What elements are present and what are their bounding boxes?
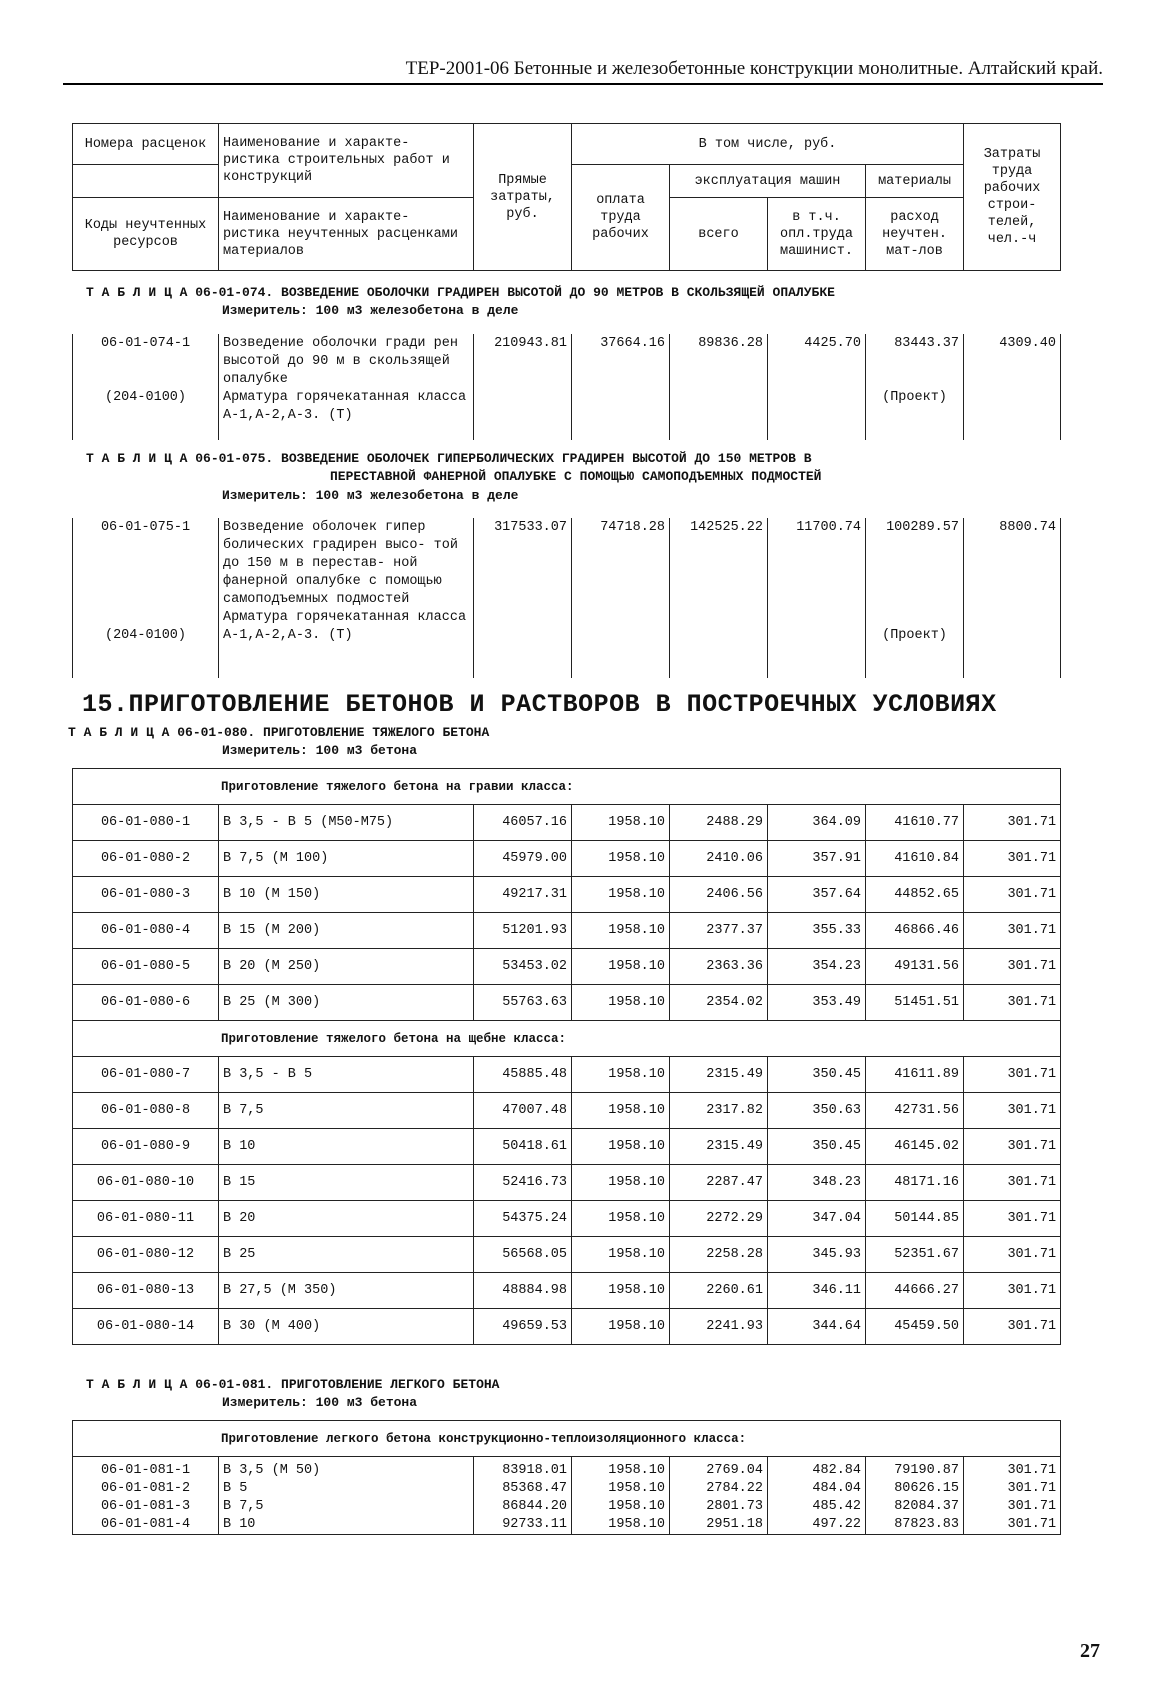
- direct-cost: 210943.81: [474, 334, 572, 440]
- machine-cost: 89836.28: [670, 334, 768, 440]
- machine-cost: 2410.06: [670, 841, 768, 877]
- materials-cost: 51451.51: [866, 985, 964, 1021]
- table-row: [73, 1457, 1061, 1481]
- work-name: В 7,5 (М 100): [219, 841, 474, 877]
- table-row: [73, 1201, 1061, 1237]
- labor-hours: 301.71: [964, 1237, 1061, 1273]
- machine-operator-pay: 497.22: [768, 1516, 866, 1535]
- table-074-caption: Т А Б Л И Ц А 06-01-074. ВОЗВЕДЕНИЕ ОБОЛОЧКИ ГРАДИРЕН ВЫСОТОЙ ДО 90 МЕТРОВ В СКОЛЬЗЯЩЕЙ ОПАЛУБКЕ: [86, 285, 835, 300]
- group-heading-light: Приготовление легкого бетона конструкционно-теплоизоляционного класса:: [73, 1421, 1061, 1457]
- table-081-measure: Измеритель: 100 м3 бетона: [222, 1395, 418, 1410]
- machine-cost: 2801.73: [670, 1498, 768, 1516]
- machine-cost: 2354.02: [670, 985, 768, 1021]
- direct-cost: 55763.63: [474, 985, 572, 1021]
- table-row: [73, 949, 1061, 985]
- rate-code: 06-01-080-12: [73, 1237, 219, 1273]
- labor-pay: 1958.10: [572, 1309, 670, 1345]
- rate-code: 06-01-080-8: [73, 1093, 219, 1129]
- machine-cost: 2317.82: [670, 1093, 768, 1129]
- direct-cost: 86844.20: [474, 1498, 572, 1516]
- col-nums: Номера расценок: [73, 124, 219, 165]
- work-name: В 25 (М 300): [219, 985, 474, 1021]
- labor-pay: 37664.16: [572, 334, 670, 440]
- direct-cost: 45979.00: [474, 841, 572, 877]
- machine-operator-pay: 353.49: [768, 985, 866, 1021]
- labor-pay: 1958.10: [572, 1201, 670, 1237]
- rate-code: 06-01-081-2: [73, 1480, 219, 1498]
- work-name: В 15: [219, 1165, 474, 1201]
- materials-cost: 42731.56: [866, 1093, 964, 1129]
- direct-cost: 53453.02: [474, 949, 572, 985]
- labor-hours: 301.71: [964, 1093, 1061, 1129]
- table-row: [73, 1516, 1061, 1535]
- materials-cost: 87823.83: [866, 1516, 964, 1535]
- table-row: [73, 913, 1061, 949]
- labor-pay: 1958.10: [572, 1093, 670, 1129]
- page-number: 27: [1080, 1640, 1100, 1662]
- work-name: В 3,5 - В 5 (М50-М75): [219, 805, 474, 841]
- machine-operator-pay: 346.11: [768, 1273, 866, 1309]
- machine-cost: 2488.29: [670, 805, 768, 841]
- machine-cost: 2769.04: [670, 1457, 768, 1481]
- rate-code: 06-01-081-1: [73, 1457, 219, 1481]
- direct-cost: 47007.48: [474, 1093, 572, 1129]
- group-heading-crushed-stone: Приготовление тяжелого бетона на щебне класса:: [73, 1021, 1061, 1057]
- col-machines: эксплуатация машин: [670, 165, 866, 198]
- col-total: всего: [670, 198, 768, 271]
- direct-cost: 52416.73: [474, 1165, 572, 1201]
- labor-pay: 1958.10: [572, 1516, 670, 1535]
- materials-cost: 41610.77: [866, 805, 964, 841]
- materials-cost: 83443.37 (Проект): [866, 334, 964, 440]
- column-header-table: [72, 123, 1061, 271]
- labor-pay: 1958.10: [572, 985, 670, 1021]
- materials-cost: 48171.16: [866, 1165, 964, 1201]
- labor-hours: 301.71: [964, 1129, 1061, 1165]
- col-name: Наименование и характе- ристика строительных работ и конструкций: [219, 124, 474, 198]
- table-075: [72, 518, 1061, 678]
- labor-hours: 301.71: [964, 1480, 1061, 1498]
- rate-code: 06-01-080-5: [73, 949, 219, 985]
- materials-cost: 82084.37: [866, 1498, 964, 1516]
- labor-pay: 1958.10: [572, 913, 670, 949]
- labor-hours: 301.71: [964, 1057, 1061, 1093]
- machine-operator-pay: 348.23: [768, 1165, 866, 1201]
- machine-operator-pay: 357.64: [768, 877, 866, 913]
- labor-hours: 301.71: [964, 877, 1061, 913]
- col-direct: Прямые затраты, руб.: [474, 124, 572, 271]
- machine-operator-pay: 350.63: [768, 1093, 866, 1129]
- rate-code: 06-01-081-4: [73, 1516, 219, 1535]
- machine-operator-pay: 484.04: [768, 1480, 866, 1498]
- work-name: В 3,5 (М 50): [219, 1457, 474, 1481]
- row-name: Возведение оболочки гради рен высотой до 90 м в скользящей опалубке Арматура горячекатанная класса А-1,А-2,А-3. (Т): [219, 334, 474, 440]
- machine-cost: 2377.37: [670, 913, 768, 949]
- table-row: [73, 1093, 1061, 1129]
- rate-code: 06-01-080-6: [73, 985, 219, 1021]
- direct-cost: 50418.61: [474, 1129, 572, 1165]
- materials-cost: 50144.85: [866, 1201, 964, 1237]
- table-075-measure: Измеритель: 100 м3 железобетона в деле: [222, 488, 519, 503]
- direct-cost: 45885.48: [474, 1057, 572, 1093]
- labor-hours: 8800.74: [964, 518, 1061, 678]
- materials-cost: 44852.65: [866, 877, 964, 913]
- rate-code: 06-01-080-7: [73, 1057, 219, 1093]
- labor-pay: 1958.10: [572, 949, 670, 985]
- machine-operator-pay: 350.45: [768, 1057, 866, 1093]
- table-row: [73, 877, 1061, 913]
- work-name: В 10: [219, 1516, 474, 1535]
- labor-pay: 1958.10: [572, 1480, 670, 1498]
- machine-operator-pay: 4425.70: [768, 334, 866, 440]
- materials-cost: 80626.15: [866, 1480, 964, 1498]
- table-row: [73, 1057, 1061, 1093]
- machine-cost: 2260.61: [670, 1273, 768, 1309]
- machine-cost: 2241.93: [670, 1309, 768, 1345]
- work-name: В 5: [219, 1480, 474, 1498]
- labor-hours: 301.71: [964, 985, 1061, 1021]
- table-081-caption: Т А Б Л И Ц А 06-01-081. ПРИГОТОВЛЕНИЕ ЛЕГКОГО БЕТОНА: [86, 1377, 500, 1392]
- labor-hours: 301.71: [964, 1457, 1061, 1481]
- rate-code: 06-01-080-4: [73, 913, 219, 949]
- machine-cost: 2406.56: [670, 877, 768, 913]
- table-080-caption: Т А Б Л И Ц А 06-01-080. ПРИГОТОВЛЕНИЕ ТЯЖЕЛОГО БЕТОНА: [68, 725, 490, 740]
- machine-operator-pay: 485.42: [768, 1498, 866, 1516]
- machine-cost: 2315.49: [670, 1129, 768, 1165]
- group-heading-gravel: Приготовление тяжелого бетона на гравии класса:: [73, 769, 1061, 805]
- labor-hours: 4309.40: [964, 334, 1061, 440]
- labor-pay: 74718.28: [572, 518, 670, 678]
- direct-cost: 56568.05: [474, 1237, 572, 1273]
- materials-cost: 46866.46: [866, 913, 964, 949]
- machine-operator-pay: 11700.74: [768, 518, 866, 678]
- table-row: [73, 1273, 1061, 1309]
- work-name: В 27,5 (М 350): [219, 1273, 474, 1309]
- col-labor-cost: Затраты труда рабочих строи- телей, чел.-ч: [964, 124, 1061, 271]
- labor-pay: 1958.10: [572, 1129, 670, 1165]
- rate-code: 06-01-080-10: [73, 1165, 219, 1201]
- machine-cost: 2784.22: [670, 1480, 768, 1498]
- machine-operator-pay: 354.23: [768, 949, 866, 985]
- table-row: [73, 1165, 1061, 1201]
- rate-code: 06-01-080-9: [73, 1129, 219, 1165]
- direct-cost: 49659.53: [474, 1309, 572, 1345]
- table-081: [72, 1420, 1061, 1535]
- table-080: [72, 768, 1061, 1345]
- labor-hours: 301.71: [964, 1309, 1061, 1345]
- table-row: [73, 1309, 1061, 1345]
- work-name: В 20: [219, 1201, 474, 1237]
- labor-pay: 1958.10: [572, 1273, 670, 1309]
- labor-pay: 1958.10: [572, 1237, 670, 1273]
- work-name: В 7,5: [219, 1093, 474, 1129]
- col-name2: Наименование и характе- ристика неучтенных расценками материалов: [219, 198, 474, 271]
- row-code: 06-01-074-1 (204-0100): [73, 334, 219, 440]
- materials-cost: 41610.84: [866, 841, 964, 877]
- machine-operator-pay: 357.91: [768, 841, 866, 877]
- machine-cost: 2258.28: [670, 1237, 768, 1273]
- table-row: [73, 985, 1061, 1021]
- table-row: [73, 1480, 1061, 1498]
- col-codes: Коды неучтенных ресурсов: [73, 198, 219, 271]
- labor-pay: 1958.10: [572, 841, 670, 877]
- col-incl-ops: в т.ч. опл.труда машинист.: [768, 198, 866, 271]
- labor-pay: 1958.10: [572, 805, 670, 841]
- labor-pay: 1958.10: [572, 1057, 670, 1093]
- labor-pay: 1958.10: [572, 1498, 670, 1516]
- col-labor-pay: оплата труда рабочих: [572, 165, 670, 271]
- table-075-caption: Т А Б Л И Ц А 06-01-075. ВОЗВЕДЕНИЕ ОБОЛОЧЕК ГИПЕРБОЛИЧЕСКИХ ГРАДИРЕН ВЫСОТОЙ ДО 150 МЕТРОВ В: [86, 451, 812, 466]
- table-080-measure: Измеритель: 100 м3 бетона: [222, 743, 418, 758]
- machine-cost: 142525.22: [670, 518, 768, 678]
- col-consumption: расход неучтен. мат-лов: [866, 198, 964, 271]
- direct-cost: 51201.93: [474, 913, 572, 949]
- materials-cost: 49131.56: [866, 949, 964, 985]
- machine-operator-pay: 347.04: [768, 1201, 866, 1237]
- direct-cost: 83918.01: [474, 1457, 572, 1481]
- table-075-caption-2: ПЕРЕСТАВНОЙ ФАНЕРНОЙ ОПАЛУБКЕ С ПОМОЩЬЮ САМОПОДЪЕМНЫХ ПОДМОСТЕЙ: [330, 469, 822, 484]
- labor-hours: 301.71: [964, 1273, 1061, 1309]
- labor-hours: 301.71: [964, 1165, 1061, 1201]
- machine-operator-pay: 350.45: [768, 1129, 866, 1165]
- direct-cost: 317533.07: [474, 518, 572, 678]
- col-incl: В том числе, руб.: [572, 124, 964, 165]
- direct-cost: 92733.11: [474, 1516, 572, 1535]
- labor-hours: 301.71: [964, 1498, 1061, 1516]
- table-row: [73, 805, 1061, 841]
- work-name: В 25: [219, 1237, 474, 1273]
- direct-cost: 54375.24: [474, 1201, 572, 1237]
- work-name: В 7,5: [219, 1498, 474, 1516]
- labor-pay: 1958.10: [572, 877, 670, 913]
- materials-cost: 46145.02: [866, 1129, 964, 1165]
- rate-code: 06-01-080-11: [73, 1201, 219, 1237]
- machine-cost: 2951.18: [670, 1516, 768, 1535]
- table-074-measure: Измеритель: 100 м3 железобетона в деле: [222, 303, 519, 318]
- materials-cost: 79190.87: [866, 1457, 964, 1481]
- materials-cost: 41611.89: [866, 1057, 964, 1093]
- machine-cost: 2287.47: [670, 1165, 768, 1201]
- materials-cost: 52351.67: [866, 1237, 964, 1273]
- work-name: В 30 (М 400): [219, 1309, 474, 1345]
- labor-hours: 301.71: [964, 949, 1061, 985]
- machine-operator-pay: 344.64: [768, 1309, 866, 1345]
- machine-cost: 2315.49: [670, 1057, 768, 1093]
- direct-cost: 85368.47: [474, 1480, 572, 1498]
- rate-code: 06-01-080-3: [73, 877, 219, 913]
- materials-cost: 44666.27: [866, 1273, 964, 1309]
- machine-operator-pay: 482.84: [768, 1457, 866, 1481]
- machine-cost: 2272.29: [670, 1201, 768, 1237]
- col-materials: материалы: [866, 165, 964, 198]
- labor-hours: 301.71: [964, 913, 1061, 949]
- section-title: 15.ПРИГОТОВЛЕНИЕ БЕТОНОВ И РАСТВОРОВ В ПОСТРОЕЧНЫХ УСЛОВИЯХ: [82, 690, 997, 719]
- table-row: [73, 841, 1061, 877]
- table-row: [73, 1498, 1061, 1516]
- machine-operator-pay: 364.09: [768, 805, 866, 841]
- rate-code: 06-01-081-3: [73, 1498, 219, 1516]
- table-row: [73, 1237, 1061, 1273]
- labor-hours: 301.71: [964, 841, 1061, 877]
- table-074: [72, 334, 1061, 440]
- work-name: В 3,5 - В 5: [219, 1057, 474, 1093]
- labor-hours: 301.71: [964, 1201, 1061, 1237]
- table-row: [73, 1129, 1061, 1165]
- work-name: В 10 (М 150): [219, 877, 474, 913]
- work-name: В 20 (М 250): [219, 949, 474, 985]
- machine-operator-pay: 345.93: [768, 1237, 866, 1273]
- direct-cost: 49217.31: [474, 877, 572, 913]
- rate-code: 06-01-080-2: [73, 841, 219, 877]
- direct-cost: 48884.98: [474, 1273, 572, 1309]
- labor-hours: 301.71: [964, 1516, 1061, 1535]
- work-name: В 15 (М 200): [219, 913, 474, 949]
- machine-operator-pay: 355.33: [768, 913, 866, 949]
- labor-pay: 1958.10: [572, 1165, 670, 1201]
- labor-hours: 301.71: [964, 805, 1061, 841]
- rate-code: 06-01-080-14: [73, 1309, 219, 1345]
- materials-cost: 100289.57 (Проект): [866, 518, 964, 678]
- rate-code: 06-01-080-1: [73, 805, 219, 841]
- labor-pay: 1958.10: [572, 1457, 670, 1481]
- direct-cost: 46057.16: [474, 805, 572, 841]
- row-code: 06-01-075-1 (204-0100): [73, 518, 219, 678]
- machine-cost: 2363.36: [670, 949, 768, 985]
- row-name: Возведение оболочек гипер болических градирен высо- той до 150 м в перестав- ной фанерной опалубке с помощью самоподъемных подмостей Арматура горячекатанная класса А-1,А-2,А-3. (Т): [219, 518, 474, 678]
- rate-code: 06-01-080-13: [73, 1273, 219, 1309]
- work-name: В 10: [219, 1129, 474, 1165]
- materials-cost: 45459.50: [866, 1309, 964, 1345]
- page-header: ТЕР-2001-06 Бетонные и железобетонные конструкции монолитные. Алтайский край.: [63, 58, 1103, 85]
